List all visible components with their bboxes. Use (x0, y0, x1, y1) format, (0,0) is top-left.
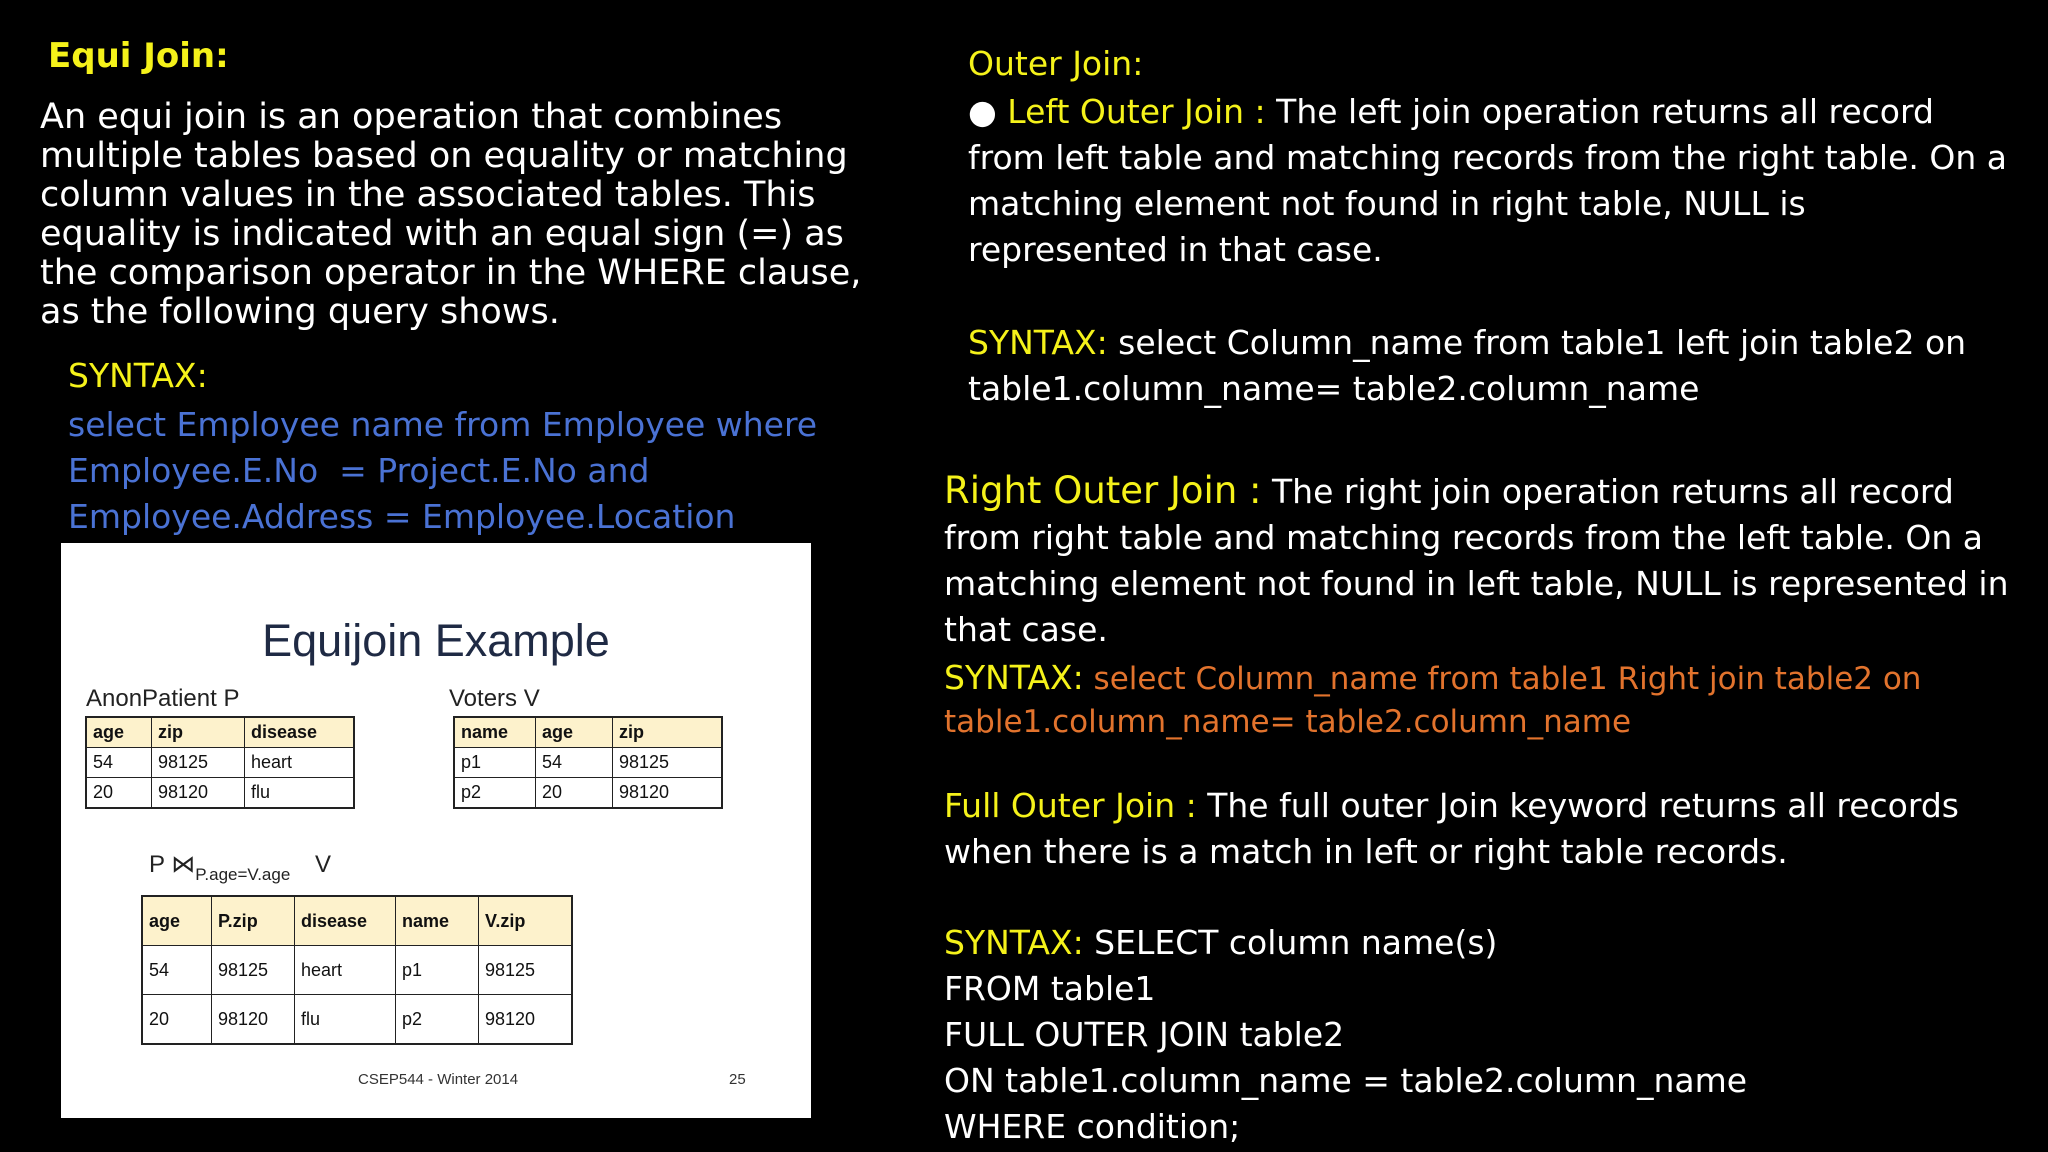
full-outer-join-syntax (944, 920, 2014, 1150)
equijoin-example-slide (61, 543, 811, 1118)
table-cell: heart (295, 946, 396, 995)
table-cell: 54 (86, 748, 152, 778)
equi-join-syntax-label: SYNTAX: (68, 356, 208, 395)
right-join-syntax-code: select Column_name from table1 Right join table2 on table1.column_name= table2.column_name (944, 661, 1922, 740)
anon-patient-table (85, 716, 355, 809)
full-join-syntax-line: WHERE condition; (944, 1107, 1241, 1146)
right-outer-join-heading: Right Outer Join : (944, 469, 1262, 512)
table-header: V.zip (479, 896, 573, 946)
table-cell: 54 (142, 946, 212, 995)
table-cell: p1 (454, 748, 536, 778)
left-outer-join-heading: Left Outer Join : (1007, 92, 1266, 131)
voters-table (453, 716, 723, 809)
table-cell: p2 (454, 778, 536, 809)
table-cell: 98125 (613, 748, 723, 778)
table1-label: AnonPatient P (86, 685, 240, 712)
table-row (142, 946, 572, 995)
join-condition: P.age=V.age (195, 865, 291, 884)
full-join-syntax-line: FROM table1 (944, 969, 1156, 1008)
syntax-label: SYNTAX: (944, 923, 1084, 962)
table-cell: 20 (142, 995, 212, 1045)
outer-join-title: Outer Join: (968, 44, 1144, 83)
table-cell: 98125 (479, 946, 573, 995)
table-row (454, 778, 722, 809)
table-cell: p2 (396, 995, 479, 1045)
right-outer-join-text: The right join operation returns all record from right table and matching records from the left table. On a matching element not found in left table, NULL is represented in that case. (944, 472, 2009, 649)
table-cell: 98120 (212, 995, 295, 1045)
syntax-line: select Employee name from Employee where (68, 405, 818, 444)
table2-label: Voters V (449, 685, 540, 712)
join-right-relation: V (314, 851, 331, 878)
syntax-label: SYNTAX: (944, 658, 1084, 697)
table-row (86, 778, 354, 809)
left-outer-join-section (968, 89, 2008, 273)
table-header: age (142, 896, 212, 946)
table-row (454, 748, 722, 778)
full-outer-join-heading: Full Outer Join : (944, 786, 1197, 825)
table-cell: p1 (396, 946, 479, 995)
table-cell: 54 (536, 748, 613, 778)
table-header: disease (295, 896, 396, 946)
table-header: zip (152, 717, 245, 748)
equi-join-syntax-code (68, 402, 817, 540)
table-cell: 98120 (479, 995, 573, 1045)
left-outer-join-text: The left join operation returns all record from left table and matching records from the right table. On a matching element not found in right table, NULL is represented in that case. (968, 92, 2007, 269)
table-header: name (396, 896, 479, 946)
table-header: disease (245, 717, 355, 748)
table-header: zip (613, 717, 723, 748)
bullet-icon: ● (968, 92, 997, 131)
left-outer-join-syntax (968, 320, 2008, 412)
table-cell: heart (245, 748, 355, 778)
table-header: name (454, 717, 536, 748)
join-left-relation: P (149, 851, 165, 878)
slide-footer: CSEP544 - Winter 2014 (358, 1071, 519, 1088)
table-header: P.zip (212, 896, 295, 946)
join-result-table (141, 895, 573, 1045)
syntax-line: Employee.E.No = Project.E.No and (68, 451, 650, 490)
table-cell: 20 (86, 778, 152, 809)
table-cell: 98125 (152, 748, 245, 778)
join-expression (149, 850, 331, 885)
full-join-syntax-line: ON table1.column_name = table2.column_name (944, 1061, 1748, 1100)
table-cell: flu (245, 778, 355, 809)
slide-page-number: 25 (729, 1071, 746, 1088)
right-outer-join-syntax (944, 656, 2014, 744)
table-cell: 98120 (613, 778, 723, 809)
table-cell: 20 (536, 778, 613, 809)
table-header: age (536, 717, 613, 748)
full-join-syntax-line: FULL OUTER JOIN table2 (944, 1015, 1345, 1054)
table-row (142, 995, 572, 1045)
full-outer-join-section (944, 783, 2014, 875)
syntax-line: Employee.Address = Employee.Location (68, 497, 736, 536)
left-join-syntax-code: select Column_name from table1 left join table2 on table1.column_name= table2.column_name (968, 323, 1967, 408)
full-join-syntax-line: SELECT column name(s) (1083, 923, 1498, 962)
equi-join-description: An equi join is an operation that combines multiple tables based on equality or matching column values in the associated tables. This equality is indicated with an equal sign (=) as the comparison operator in the WHERE clause, as the following query shows. (40, 97, 862, 332)
table-cell: 98125 (212, 946, 295, 995)
table-header: age (86, 717, 152, 748)
table-cell: flu (295, 995, 396, 1045)
join-symbol-icon: ⋈ (171, 851, 196, 878)
full-outer-join-text: The full outer Join keyword returns all records when there is a match in left or right table records. (944, 786, 1959, 871)
table-row (86, 748, 354, 778)
equi-join-title: Equi Join: (48, 36, 229, 76)
right-outer-join-section (944, 468, 2014, 653)
table-cell: 98120 (152, 778, 245, 809)
slide-title: Equijoin Example (262, 615, 610, 666)
syntax-label: SYNTAX: (968, 323, 1108, 362)
